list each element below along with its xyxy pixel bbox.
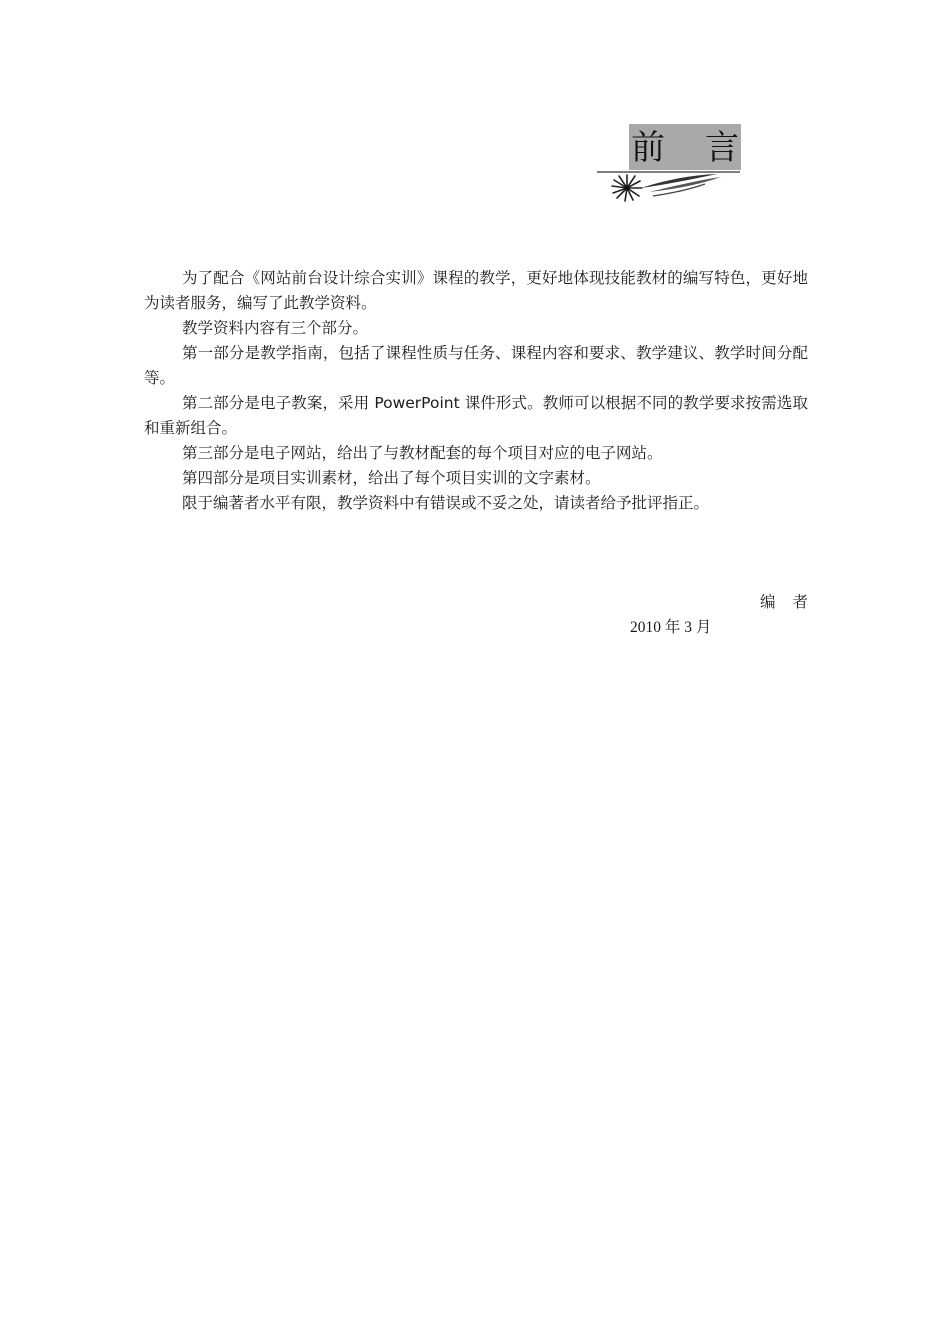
signature-date: 2010 年 3 月	[630, 619, 712, 636]
paragraph: 限于编著者水平有限，教学资料中有错误或不妥之处，请读者给予批评指正。	[181, 494, 709, 512]
page-title	[629, 126, 741, 170]
signature-author: 编者	[759, 593, 825, 611]
paragraph: 第一部分是教学指南，包括了课程性质与任务、课程内容和要求、教学建议、教学时间分配等。	[144, 344, 808, 387]
paragraph: 教学资料内容有三个部分。	[181, 319, 368, 337]
preface-heading	[595, 122, 745, 204]
title-char-1: 前	[631, 128, 665, 168]
paragraph: 第三部分是电子网站，给出了与教材配套的每个项目对应的电子网站。	[181, 444, 663, 462]
preface-body	[144, 266, 808, 516]
paragraph: 为了配合《网站前台设计综合实训》课程的教学，更好地体现技能教材的编写特色，更好地为读者服务，编写了此教学资料。	[144, 269, 808, 312]
flower-ornament-icon	[595, 168, 745, 204]
paragraph: 第二部分是电子教案，采用 PowerPoint 课件形式。教师可以根据不同的教学要求按需选取和重新组合。	[144, 394, 808, 437]
title-char-2: 言	[705, 128, 739, 168]
signature-block	[600, 590, 825, 640]
paragraph: 第四部分是项目实训素材，给出了每个项目实训的文字素材。	[181, 469, 601, 487]
